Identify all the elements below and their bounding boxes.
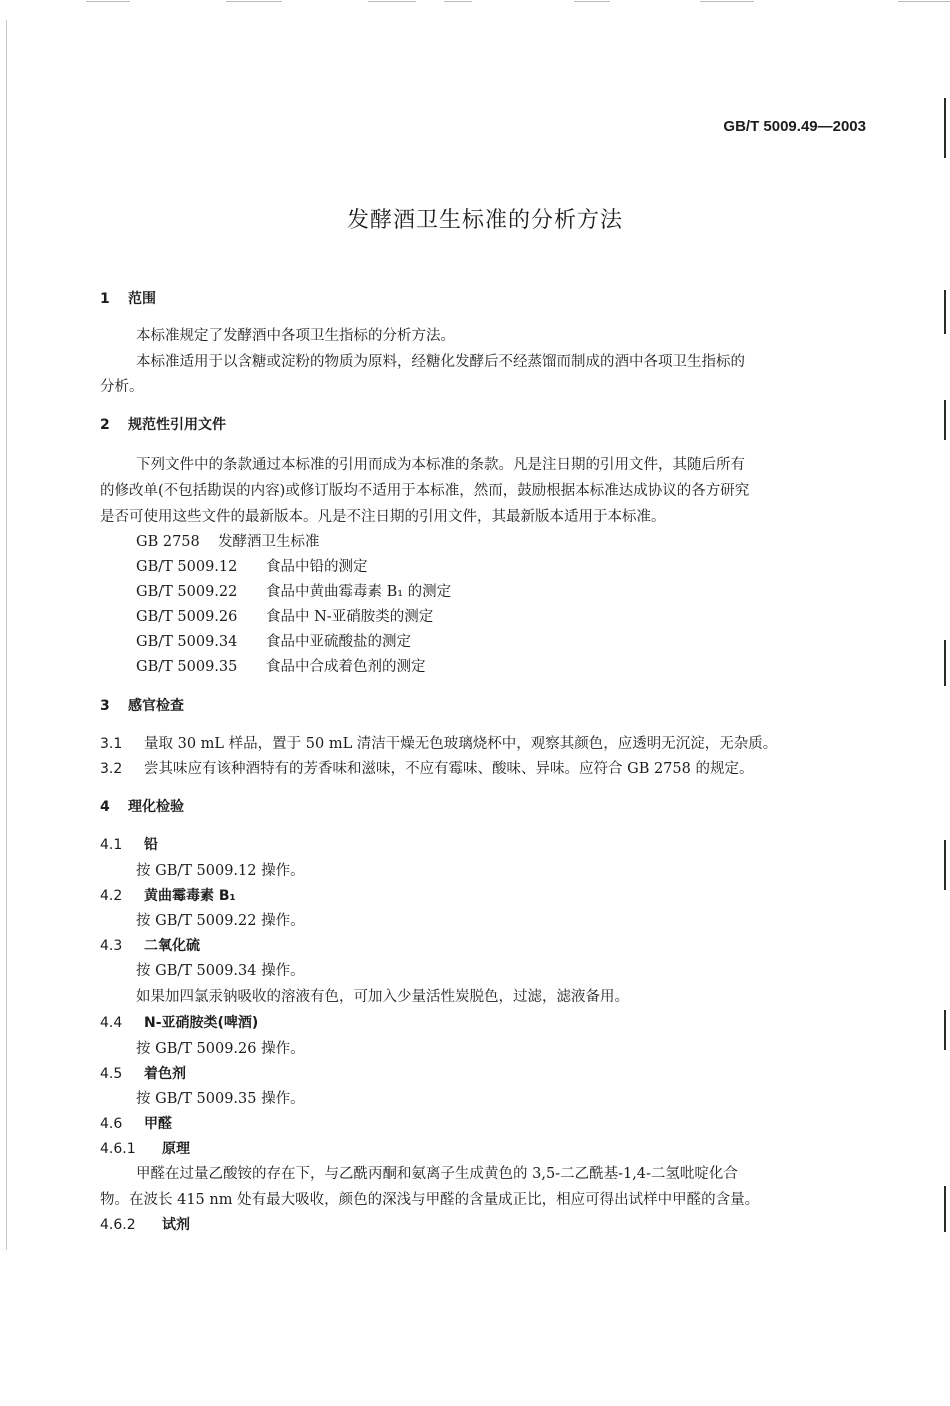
section-title: 理化检验 [128,799,184,815]
section-number: 2 [100,417,110,433]
subsection-number: 4.1 [100,837,123,853]
subsection-heading [100,886,236,906]
reference-code: GB 2758 [136,534,200,550]
paragraph: 分析。 [100,379,144,395]
reference-item [136,532,320,552]
standard-id: GB/T 5009.49—2003 [723,118,866,135]
reference-item [136,582,451,602]
subsection-number: 4.6 [100,1116,123,1132]
scan-top-mark [574,1,610,2]
reference-item [136,632,411,652]
reference-item [136,557,368,577]
subsection-heading [100,1139,190,1159]
clause-text: 尝其味应有该种酒特有的芳香味和滋味，不应有霉味、酸味、异味。应符合 GB 2758 的规定。 [144,761,754,777]
reference-item [136,657,426,677]
section-heading [100,289,156,309]
clause-number: 3.2 [100,761,123,777]
scan-top-mark [700,1,754,2]
paragraph: 按 GB/T 5009.26 操作。 [136,1041,305,1057]
section-heading [100,415,226,435]
clause-text: 量取 30 mL 样品，置于 50 mL 清洁干燥无色玻璃烧杯中，观察其颜色，应透明无沉淀，无杂质。 [144,736,778,752]
reference-title: 食品中 N-亚硝胺类的测定 [266,609,434,625]
section-heading [100,797,184,817]
section-heading [100,696,184,716]
reference-code: GB/T 5009.35 [136,659,238,675]
section-title: 规范性引用文件 [128,417,226,433]
section-title: 感官检查 [128,698,184,714]
subsection-number: 4.5 [100,1066,123,1082]
paragraph: 是否可使用这些文件的最新版本。凡是不注日期的引用文件，其最新版本适用于本标准。 [100,509,666,525]
subsection-heading [100,1064,186,1084]
reference-title: 食品中亚硫酸盐的测定 [266,634,411,650]
scan-top-mark [226,1,282,2]
reference-code: GB/T 5009.26 [136,609,238,625]
subsection-title: 二氧化硫 [144,938,200,954]
scan-right-mark [944,290,946,334]
subsection-number: 4.2 [100,888,123,904]
subsection-title: N-亚硝胺类(啤酒) [144,1015,259,1031]
subsection-heading [100,936,200,956]
subsection-number: 4.4 [100,1015,123,1031]
subsection-title: 着色剂 [144,1066,186,1082]
section-number: 4 [100,799,110,815]
subsection-title: 黄曲霉毒素 B₁ [144,888,236,904]
scan-top-mark [368,1,416,2]
subsection-heading [100,1114,172,1134]
scan-top-mark [444,1,472,2]
scan-right-mark [944,400,946,440]
reference-code: GB/T 5009.22 [136,584,238,600]
paragraph: 的修改单(不包括勘误的内容)或修订版均不适用于本标准，然而，鼓励根据本标准达成协议的各方研究 [100,483,750,499]
subsection-title: 甲醛 [144,1116,172,1132]
reference-code: GB/T 5009.12 [136,559,238,575]
reference-code: GB/T 5009.34 [136,634,238,650]
paragraph: 按 GB/T 5009.34 操作。 [136,963,305,979]
subsection-heading [100,1215,190,1235]
section-number: 1 [100,291,110,307]
subsection-number: 4.6.1 [100,1141,136,1157]
subsection-title: 原理 [162,1141,190,1157]
clause-number: 3.1 [100,736,123,752]
paragraph: 下列文件中的条款通过本标准的引用而成为本标准的条款。凡是注日期的引用文件，其随后所有 [136,457,745,473]
paragraph: 按 GB/T 5009.12 操作。 [136,863,305,879]
clause [100,734,777,754]
subsection-number: 4.6.2 [100,1217,136,1233]
paragraph: 本标准规定了发酵酒中各项卫生指标的分析方法。 [136,328,455,344]
reference-title: 食品中铅的测定 [266,559,368,575]
paragraph: 甲醛在过量乙酸铵的存在下，与乙酰丙酮和氨离子生成黄色的 3,5-二乙酰基-1,4-二氢吡啶化合 [136,1166,738,1182]
subsection-number: 4.3 [100,938,123,954]
scan-right-mark [944,640,946,686]
reference-title: 发酵酒卫生标准 [218,534,320,550]
subsection-heading [100,835,158,855]
scan-right-mark [944,1186,946,1232]
paragraph: 物。在波长 415 nm 处有最大吸收，颜色的深浅与甲醛的含量成正比，相应可得出试样中甲醛的含量。 [100,1192,760,1208]
subsection-heading [100,1013,258,1033]
paragraph: 按 GB/T 5009.22 操作。 [136,913,305,929]
scan-right-mark [944,840,946,890]
reference-title: 食品中合成着色剂的测定 [266,659,426,675]
section-title: 范围 [128,291,156,307]
reference-item [136,607,433,627]
scan-right-mark [944,1010,946,1050]
subsection-title: 试剂 [162,1217,190,1233]
scan-top-mark [86,1,130,2]
scan-top-mark [898,1,950,2]
paragraph: 如果加四氯汞钠吸收的溶液有色，可加入少量活性炭脱色，过滤，滤液备用。 [136,989,629,1005]
page-title: 发酵酒卫生标准的分析方法 [346,208,623,233]
clause [100,759,753,779]
scan-right-mark [944,98,946,158]
paragraph: 本标准适用于以含糖或淀粉的物质为原料，经糖化发酵后不经蒸馏而制成的酒中各项卫生指标的 [136,354,745,370]
reference-title: 食品中黄曲霉毒素 B₁ 的测定 [266,584,452,600]
section-number: 3 [100,698,110,714]
paragraph: 按 GB/T 5009.35 操作。 [136,1091,305,1107]
subsection-title: 铅 [144,837,158,853]
